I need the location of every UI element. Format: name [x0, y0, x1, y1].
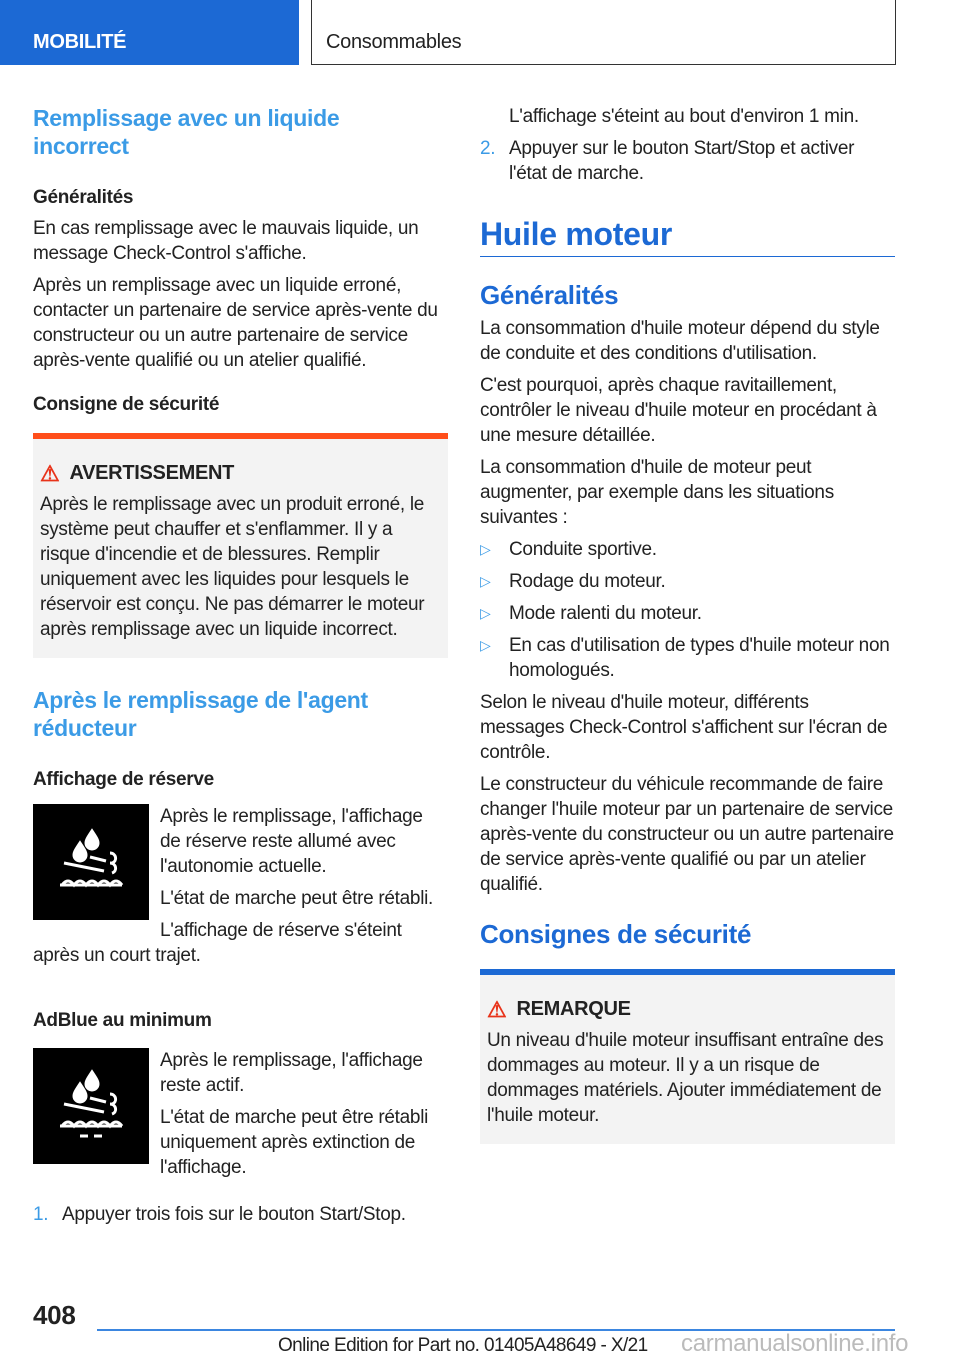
step-text: Appuyer trois fois sur le bouton Start/Stop. — [62, 1204, 406, 1225]
paragraph: Après un remplissage avec un liquide erroné, contacter un partenaire de service après-vente du constructeur ou un autre partenaire de service après-vente qualifié ou un atelier qualifié. — [33, 275, 438, 371]
bullet-text: Rodage du moteur. — [509, 571, 666, 592]
paragraph: L'état de marche peut être rétabli uniquement après extinction de l'affichage. — [160, 1107, 429, 1178]
bullet-item — [480, 569, 895, 594]
note-box — [480, 969, 895, 1144]
step-text: Appuyer sur le bouton Start/Stop et activer l'état de marche. — [509, 138, 855, 184]
adblue-indicator-icon — [33, 1048, 149, 1164]
warning-triangle-icon: ⚠ — [487, 997, 507, 1022]
triangle-bullet-icon: ▷ — [480, 573, 491, 589]
triangle-bullet-icon: ▷ — [480, 541, 491, 557]
heading-agent: Après le remplissage de l'agent réducteur — [33, 687, 368, 741]
heading-consigne: Consigne de sécurité — [33, 394, 220, 415]
triangle-bullet-icon: ▷ — [480, 605, 491, 621]
warning-text: Après le remplissage avec un produit erroné, le système peut chauffer et s'enflammer. Il y a risque d'incendie et de blessures. Remplir uniquement avec les liquides pour lesquels le réservoir est conçu. Ne pas démarrer le moteur après remplissage avec un liquide incorrect. — [40, 494, 425, 640]
heading-consignes: Consignes de sécurité — [480, 919, 752, 949]
note-title: REMARQUE — [516, 998, 631, 1020]
warning-box — [33, 433, 448, 658]
paragraph: La consommation d'huile de moteur peut augmenter, par exemple dans les situations suivantes : — [480, 457, 834, 528]
warning-title: AVERTISSEMENT — [69, 462, 235, 484]
paragraph: La consommation d'huile moteur dépend du style de conduite et des conditions d'utilisation. — [480, 318, 880, 364]
paragraph: En cas remplissage avec le mauvais liquide, un message Check-Control s'affiche. — [33, 218, 419, 264]
paragraph: Selon le niveau d'huile moteur, différents messages Check-Control s'affichent sur l'écran de contrôle. — [480, 692, 888, 763]
heading-affichage: Affichage de réserve — [33, 769, 214, 790]
bullet-item — [480, 601, 895, 626]
heading-adblue: AdBlue au minimum — [33, 1010, 212, 1031]
heading-generalites: Généralités — [33, 187, 134, 208]
edition-text: Online Edition for Part no. 01405A48649 - X/21 — [278, 1335, 648, 1356]
heading-huile-moteur: Huile moteur — [480, 216, 895, 257]
paragraph: L'état de marche peut être rétabli. — [160, 888, 434, 909]
bullet-item — [480, 633, 895, 683]
chapter-tab: Consommables — [311, 0, 896, 65]
heading-generalites: Généralités — [480, 280, 619, 310]
page-number: 408 — [33, 1300, 76, 1330]
heading-incorrect: Remplissage avec un liquide incorrect — [33, 105, 340, 159]
left-column — [33, 104, 448, 1227]
step-number: 2. — [480, 138, 496, 159]
paragraph: Le constructeur du véhicule recommande de faire changer l'huile moteur par un partenaire de service après-vente du constructeur ou un autre partenaire de service après-vente qualifié ou par un atelier qualifié. — [480, 774, 894, 895]
paragraph: C'est pourquoi, après chaque ravitaillement, contrôler le niveau d'huile moteur en procédant à une mesure détaillée. — [480, 375, 877, 446]
note-text: Un niveau d'huile moteur insuffisant entraîne des dommages au moteur. Il y a un risque de dommages matériels. Ajouter immédiatement de l'huile moteur. — [487, 1030, 884, 1126]
paragraph: L'affichage de réserve s'éteint après un court trajet. — [33, 920, 402, 966]
bullet-text: En cas d'utilisation de types d'huile moteur non homologués. — [509, 635, 890, 681]
paragraph: Après le remplissage, l'affichage de réserve reste allumé avec l'autonomie actuelle. — [160, 806, 423, 877]
paragraph: L'affichage s'éteint au bout d'environ 1 min. — [509, 106, 859, 127]
watermark: carmanualsonline.info — [681, 1330, 909, 1357]
step-2 — [480, 136, 895, 186]
warning-triangle-icon: ⚠ — [40, 461, 60, 486]
reserve-indicator-icon — [33, 804, 149, 920]
right-column — [480, 104, 895, 1144]
step-1 — [33, 1202, 448, 1227]
step-number: 1. — [33, 1204, 49, 1225]
triangle-bullet-icon: ▷ — [480, 637, 491, 653]
bullet-item — [480, 537, 895, 562]
section-tab: MOBILITÉ — [0, 0, 299, 65]
paragraph: Après le remplissage, l'affichage reste actif. — [160, 1050, 423, 1096]
bullet-text: Conduite sportive. — [509, 539, 657, 560]
bullet-text: Mode ralenti du moteur. — [509, 603, 702, 624]
